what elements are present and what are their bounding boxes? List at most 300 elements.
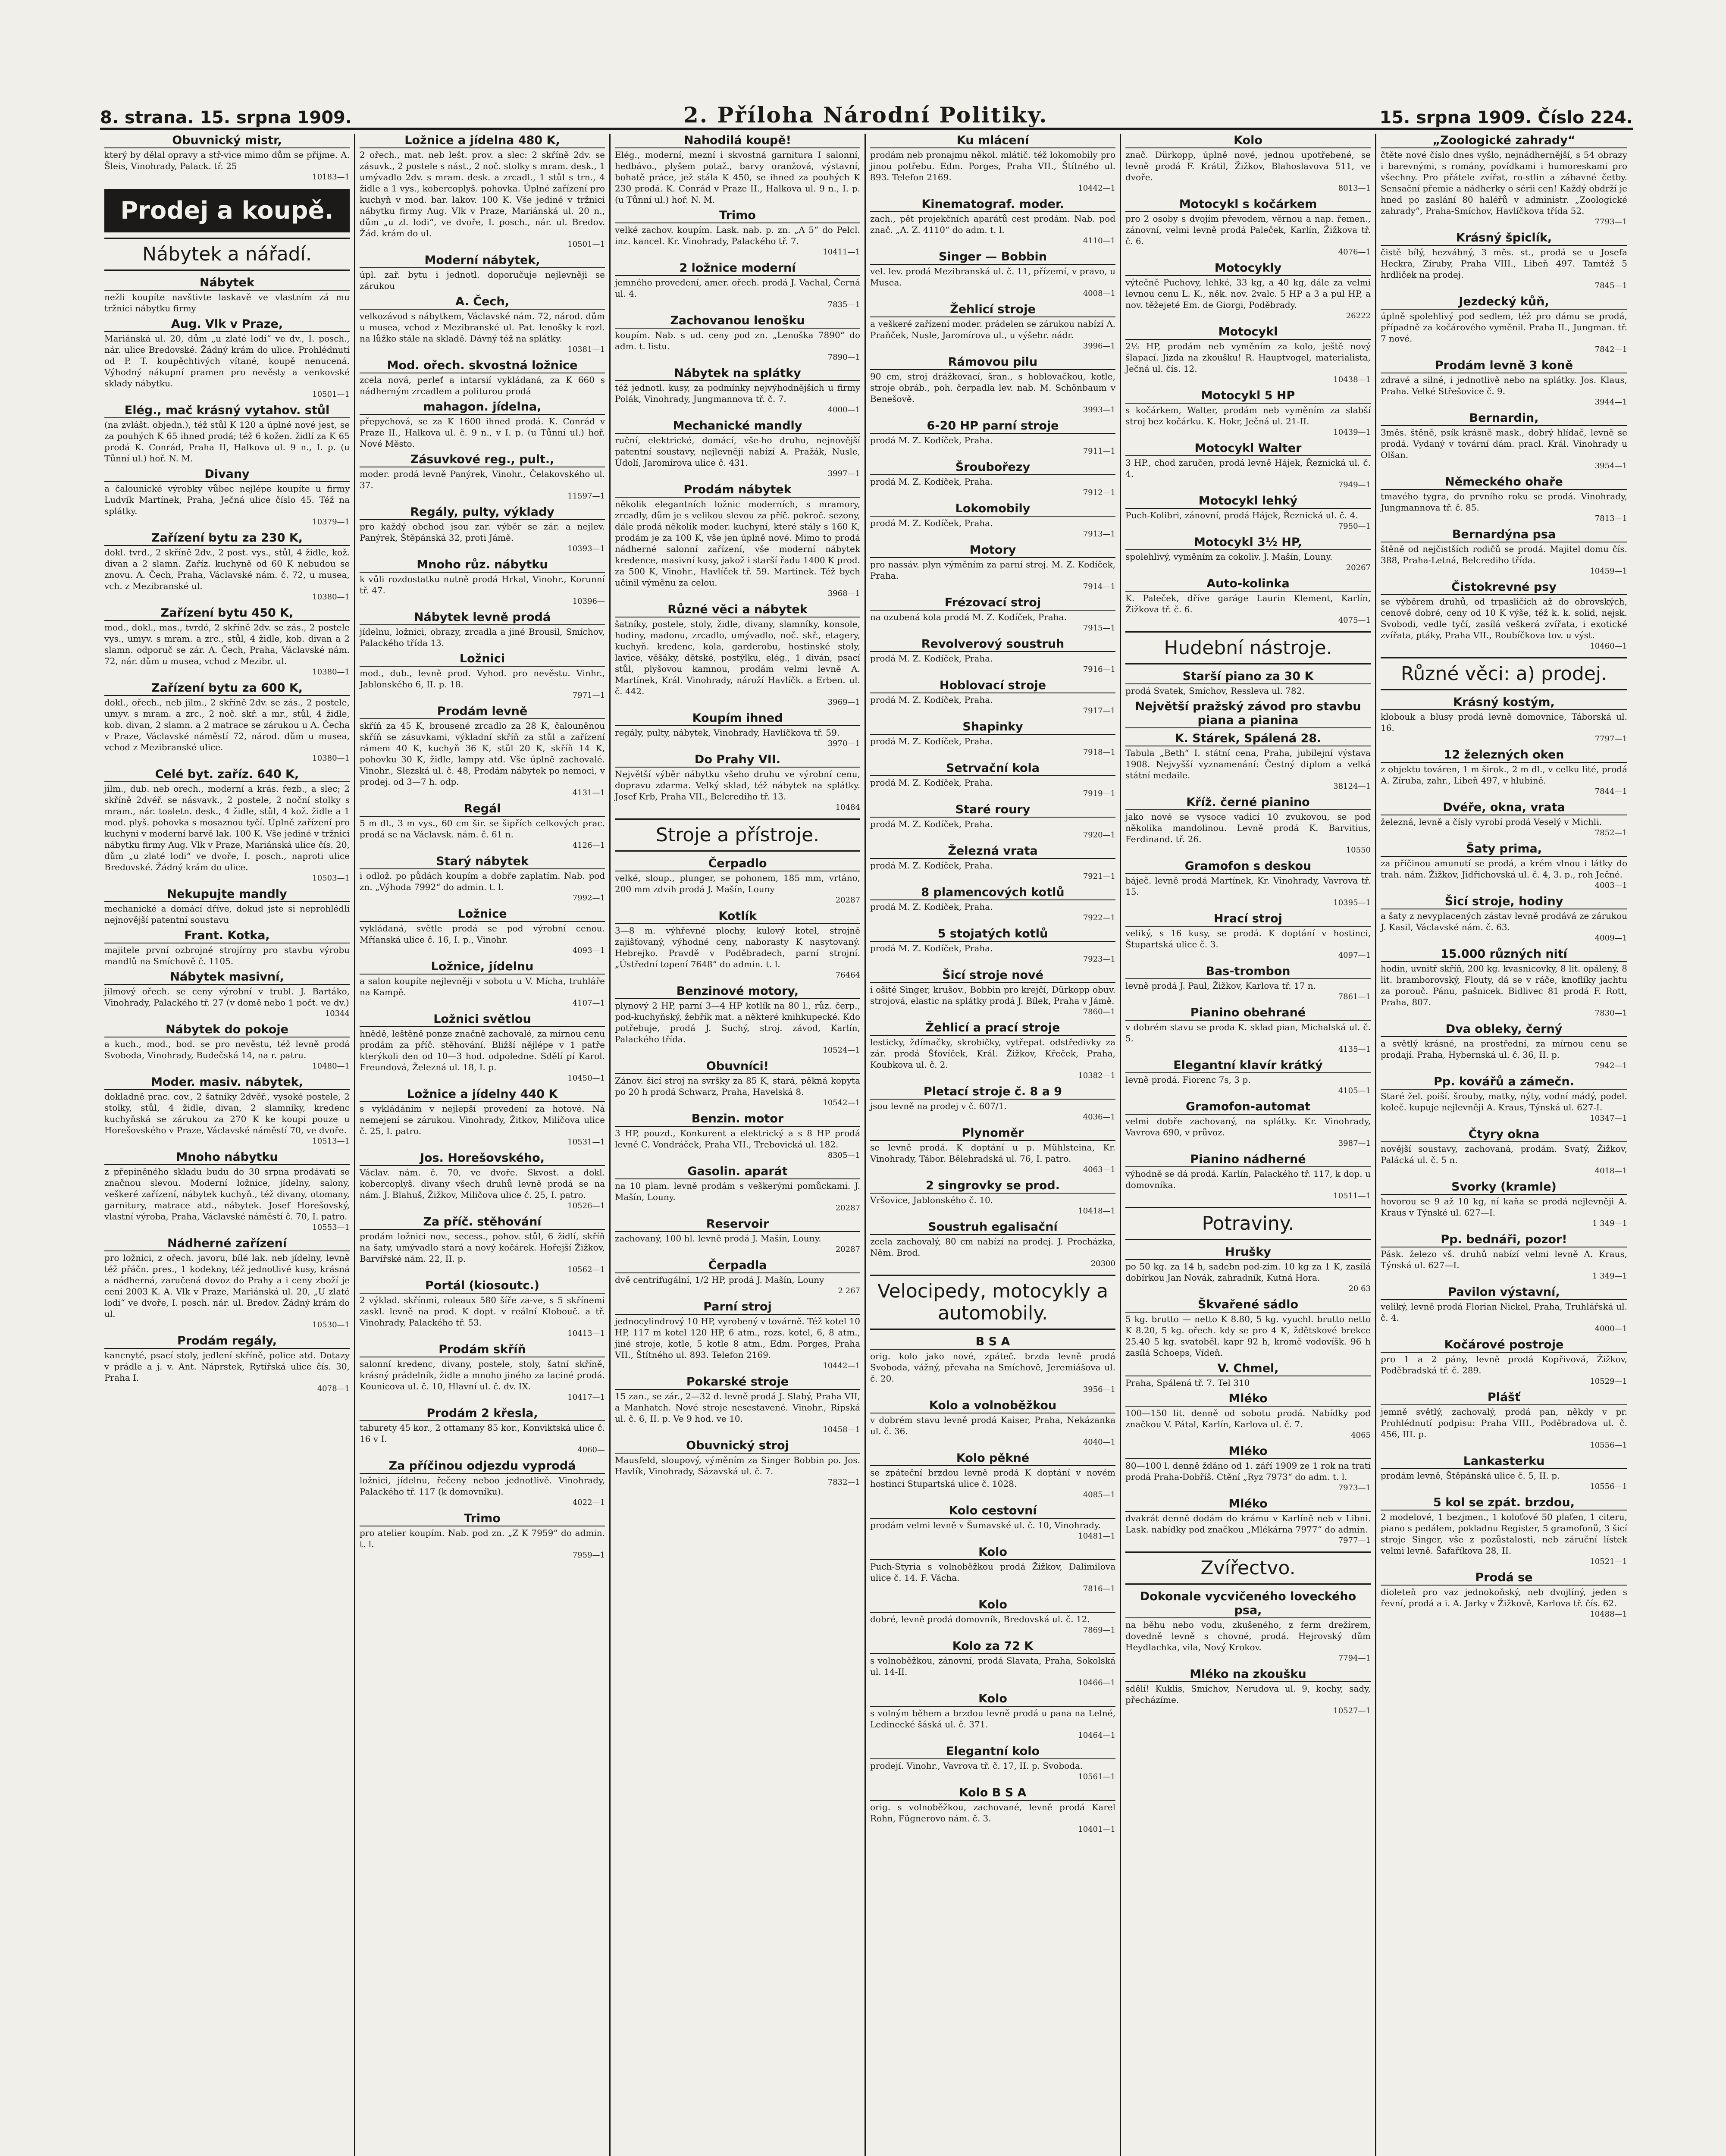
classified-ad bbox=[870, 637, 1115, 675]
ad-heading: Revolverový soustruh bbox=[870, 637, 1115, 652]
ad-body: Vršovice, Jablonského č. 10. bbox=[870, 1195, 993, 1205]
ad-body: vykládaná, světle prodá se pod výrobní cenou. Mříanská ulice č. 16, I. p., Vinohr. bbox=[360, 923, 605, 945]
ad-body: a šaty z nevyplacených zástav levně prodává ze zárukou J. Kasil, Václavské nám. č. 63. bbox=[1381, 911, 1627, 932]
classified-ad bbox=[1381, 895, 1627, 944]
ad-heading: Kolo bbox=[1125, 134, 1371, 148]
ad-code: 7918—1 bbox=[1083, 748, 1115, 757]
ad-heading: Čerpadlo bbox=[615, 857, 860, 871]
ad-code: 4078—1 bbox=[317, 1384, 350, 1393]
ad-code: 20267 bbox=[1346, 563, 1371, 572]
ad-heading: Šicí stroje nové bbox=[870, 968, 1115, 983]
ad-body: Mariánská ul. 20, dům „u zlaté lodi“ ve dv., I. posch., nár. ulice Bredovské. Žádný krám do ulice. Prohlédnutí od P. T. koupěchtivých vítané, koupě nenucená. Výhodný nákupní pramen pro nevěsty a venkovské sklady nábytku. bbox=[104, 333, 350, 389]
classified-ad bbox=[870, 197, 1115, 247]
ad-body: s volnoběžkou, zánovní, prodá Slavata, Praha, Sokolská ul. 14-II. bbox=[870, 1655, 1115, 1677]
ad-code: 10529—1 bbox=[1590, 1377, 1627, 1386]
ad-code: 7912—1 bbox=[1083, 488, 1115, 497]
classified-ad bbox=[360, 611, 605, 649]
ad-heading: Prodám skříň bbox=[360, 1343, 605, 1357]
ad-body: z přepiněného skladu budu do 30 srpna prodávati se značnou slevou. Moderní ložnice, jídelny, salony, veškeré zařízení, nábytek kuchyň., též divany, otomany, garnitury, matrace atd., nábytek. Josef Horešovský, vlastní výroba, Praha, Václavské náměstí č. 70, I. patro. bbox=[104, 1166, 350, 1222]
ad-code: 4009—1 bbox=[1594, 934, 1627, 943]
classified-ad bbox=[870, 1179, 1115, 1217]
ad-body: se levně prodá. K doptání u p. Mühlsteina, Kr. Vinohrady, Tábor. Bělehradská ul. 76, I. patro. bbox=[870, 1142, 1115, 1164]
ad-heading: Benzinové motory, bbox=[615, 984, 860, 999]
ad-body: veliký, levně prodá Florian Nickel, Praha, Truhlářská ul. č. 4. bbox=[1381, 1301, 1627, 1323]
ad-code: 10401—1 bbox=[1078, 1825, 1115, 1834]
ad-body: 3 HP., chod zaručen, prodá levně Hájek, Řeznická ul. č. 4. bbox=[1125, 458, 1371, 479]
classified-ad bbox=[360, 254, 605, 291]
ad-body: v dobrém stavu se proda K. sklad pian, Michalská ul. č. 5. bbox=[1125, 1022, 1371, 1044]
ad-code: 10438—1 bbox=[1333, 375, 1371, 384]
ad-heading: Moderní nábytek, bbox=[360, 254, 605, 268]
ad-code: 7913—1 bbox=[1083, 530, 1115, 539]
ad-code: 20300 bbox=[1090, 1259, 1115, 1268]
ad-body: Největší výběr nábytku všeho druhu ve výrobní cenu, dopravu zdarma. Velký sklad, též nábytek na splátky. Josef Krb, Praha VII., Belcrediho tř. 13. bbox=[615, 769, 860, 802]
ad-body: pro nassáv. plyn výměním za parní stroj. M. Z. Kodíček, Praha. bbox=[870, 559, 1115, 581]
ad-heading: mahagon. jídelna, bbox=[360, 400, 605, 415]
ad-body: přepychová, se za K 1600 ihned prodá. K. Conrád v Praze II., Halkova ul. č. 9 n., v I. p. (u Tůnní ul.) hoř. Nové Město. bbox=[360, 416, 605, 449]
ad-heading: Pp. kovářů a zámečn. bbox=[1381, 1075, 1627, 1090]
ad-code: 76464 bbox=[835, 971, 860, 980]
classified-ad bbox=[1125, 1497, 1371, 1546]
ad-heading: Mléko bbox=[1125, 1445, 1371, 1459]
ad-heading: Celé byt. zaříz. 640 K, bbox=[104, 768, 350, 782]
ad-body: kancnyté, psací stoly, jedlení skříně, police atd. Dotazy v prádle a j. v. Ant. Náprstek, Rytířská ulice čís. 30, Praha I. bbox=[104, 1350, 350, 1383]
section-banner: Prodej a koupě. bbox=[104, 189, 350, 232]
ad-heading: Plášť bbox=[1381, 1391, 1627, 1405]
ad-body: zcela nová, perleť a intarsií vykládaná, za K 660 s nádherným zrcadlem a politurou prodá bbox=[360, 375, 605, 396]
ad-heading: Portál (kiosoutc.) bbox=[360, 1279, 605, 1294]
classified-ad bbox=[1381, 295, 1627, 355]
ad-body: velkozávod s nábytkem, Václavské nám. 72, národ. dům u musea, vchod z Mezibranské ul. Pat. lenošky k rozl. na lůžko stále na skladě. Dávný též na splátky. bbox=[360, 311, 605, 344]
classified-ad bbox=[360, 1279, 605, 1339]
ad-code: 8013—1 bbox=[1338, 184, 1371, 193]
ad-heading: Zásuvkové reg., pult., bbox=[360, 453, 605, 467]
column-2 bbox=[355, 134, 611, 2156]
classified-ad bbox=[1125, 197, 1371, 258]
classified-ad bbox=[360, 359, 605, 397]
classified-ad bbox=[870, 303, 1115, 352]
classified-ad bbox=[1125, 1362, 1371, 1388]
classified-ad bbox=[870, 1335, 1115, 1395]
ad-heading: Jezdecký kůň, bbox=[1381, 295, 1627, 310]
ad-body: čtěte nové číslo dnes vyšlo, nejnádhernější, s 54 obrazy i barevnými, s romány, povídkami i humoreskami pro všechny. Pro přátele zvířat, ro-stlin a zábavné četby. Sensační přemie a nádherky o sérii cen! Každý obdrží je hned po zaslání 80 haléřů v administr. „Zoologické zahrady“, Praha-Smíchov, Havlíčkova třída 52. bbox=[1381, 150, 1627, 216]
ad-heading: Singer — Bobbin bbox=[870, 250, 1115, 265]
ad-heading: Obuvnický mistr, bbox=[104, 134, 350, 148]
ad-code: 10442—1 bbox=[1078, 184, 1115, 193]
classified-ad bbox=[870, 968, 1115, 1018]
classified-ad bbox=[870, 502, 1115, 540]
ad-code: 10183—1 bbox=[312, 172, 350, 182]
classified-ad bbox=[360, 1512, 605, 1561]
ad-heading: Obuvníci! bbox=[615, 1059, 860, 1074]
ad-code: 4003—1 bbox=[1594, 881, 1627, 890]
ad-body: hodin, uvnitř skříň, 200 kg. kvasnicovky, 8 lit. opálený, 8 lit. bramborovský, Flouty, dá se v ráče, knoflíky jachtu za porouč. Pánu, pašnicek. Bidlivec 81 prodá F. Rott, Praha, 807. bbox=[1381, 963, 1627, 1007]
classified-ad bbox=[1125, 1100, 1371, 1149]
ad-heading: Motocykly bbox=[1125, 261, 1371, 276]
ad-heading: Šicí stroje, hodiny bbox=[1381, 895, 1627, 909]
ad-code: 7842—1 bbox=[1594, 345, 1627, 354]
classified-ad bbox=[360, 960, 605, 1009]
ad-code: 10393—1 bbox=[567, 544, 605, 553]
classified-ad bbox=[870, 1504, 1115, 1542]
ad-heading: Kolo bbox=[870, 1598, 1115, 1613]
ad-code: 4131—1 bbox=[572, 788, 605, 797]
ad-body: jídelnu, ložnici, obrazy, zrcadla a jiné Brousil, Smíchov, Palackého třída 13. bbox=[360, 627, 605, 648]
ad-heading: Auto-kolinka bbox=[1125, 577, 1371, 592]
section-heading: Stroje a přístroje. bbox=[615, 818, 860, 852]
classified-ad bbox=[1381, 359, 1627, 408]
ad-body: skříň za 45 K, brousené zrcadlo za 28 K, čalouněnou skříň se zásuvkami, výkladní skříň za stůl a zařízení rámem 40 K, kuchyň 36 K, stůl 20 K, skříň 14 K, pohovku 30 K, židle, lampy atd. Vše úplně zachovalé. Vinohr., Slezská ul. č. 48, Prodám nábytek po nemoci, v prodej. od 3—7 h. odp. bbox=[360, 721, 605, 787]
classified-ad bbox=[870, 886, 1115, 924]
ad-code: 4063—1 bbox=[1083, 1165, 1115, 1174]
ad-heading: Prodám levně 3 koně bbox=[1381, 359, 1627, 373]
ad-code: 7890—1 bbox=[827, 353, 860, 362]
ad-code: 4085—1 bbox=[1083, 1490, 1115, 1499]
column-3 bbox=[611, 134, 866, 2156]
ad-body: ložnici, jídelnu, řečeny neboo jednotlivě. Vinohrady, Palackého tř. 117 (k domovníku). bbox=[360, 1475, 605, 1497]
classified-ad bbox=[360, 453, 605, 502]
ad-heading: Hrací stroj bbox=[1125, 912, 1371, 927]
classified-ad bbox=[870, 543, 1115, 592]
classified-ad bbox=[870, 720, 1115, 758]
classified-ad bbox=[615, 1375, 860, 1435]
ad-heading: Trimo bbox=[360, 1512, 605, 1526]
ad-code: 10480—1 bbox=[312, 1062, 350, 1071]
ad-code: 20287 bbox=[835, 1245, 860, 1254]
classified-ad bbox=[1125, 670, 1371, 696]
classified-ad bbox=[1381, 1128, 1627, 1177]
ad-code: 10550 bbox=[1346, 846, 1371, 855]
ad-heading: Krásný špiclík, bbox=[1381, 231, 1627, 246]
ad-code: 3997—1 bbox=[827, 469, 860, 478]
ad-heading: Lokomobily bbox=[870, 502, 1115, 517]
ad-heading: Nábytek levně prodá bbox=[360, 611, 605, 625]
ad-code: 10556—1 bbox=[1590, 1482, 1627, 1491]
ad-code: 3987—1 bbox=[1338, 1139, 1371, 1148]
ad-body: k vůli rozdostatku nutně prodá Hrkal, Vinohr., Korunní tř. 47. bbox=[360, 574, 605, 595]
ad-body: po 50 kg. za 14 h, sadebn pod-zim. 10 kg za 1 K, zasílá dobírkou Jan Novák, zahradník, Kutná Hora. bbox=[1125, 1261, 1371, 1283]
section-heading: Různé věci: a) prodej. bbox=[1381, 657, 1627, 690]
ad-code: 7971—1 bbox=[572, 691, 605, 700]
ad-code: 10382—1 bbox=[1078, 1071, 1115, 1080]
ad-heading: V. Chmel, bbox=[1125, 1362, 1371, 1376]
ad-body: prodá M. Z. Kodíček, Praha. bbox=[870, 435, 993, 445]
ad-code: 10542—1 bbox=[823, 1098, 860, 1107]
ad-heading: Různé věci a nábytek bbox=[615, 603, 860, 617]
ad-body: jednocylindrový 10 HP, vyrobený v továrně. Též kotel 10 HP, 117 m kotel 120 HP, 6 atm., rozs. kotel, 6, 8 atm., jiné stroje, kotle, 5 kotle 8 atm., Edm. Porges, Praha VII., Štítného ul. 893. Telefon 2169. bbox=[615, 1316, 860, 1360]
classified-ad bbox=[1125, 1059, 1371, 1097]
classified-ad bbox=[1381, 801, 1627, 839]
ad-heading: Staré roury bbox=[870, 803, 1115, 818]
ad-heading: Svorky (kramle) bbox=[1381, 1180, 1627, 1195]
ad-body: klobouk a blusy prodá levně domovnice, Táborská ul. 16. bbox=[1381, 711, 1627, 733]
ad-body: 5 kg. brutto — netto K 8.80, 5 kg. vyuchl. brutto netto K 8.20, 5 kg. ořech. kdy se pro 4 K, ždětskové brekce 25.40 5 kg. svatoběl. kapr 92 h, kromě vodovíšk. 96 h zasílá Schoeps, Vídeň. bbox=[1125, 1314, 1371, 1358]
ad-code: 4060— bbox=[577, 1445, 605, 1454]
ad-code: 7916—1 bbox=[1083, 665, 1115, 674]
ad-code: 10379—1 bbox=[312, 517, 350, 526]
ad-code: 7852—1 bbox=[1594, 828, 1627, 837]
ad-heading: Nábytek masivní, bbox=[104, 970, 350, 985]
ad-code: 10561—1 bbox=[1078, 1772, 1115, 1781]
ad-heading: Frant. Kotka, bbox=[104, 929, 350, 943]
ad-body: salonní kredenc, divany, postele, stoly, šatní skříně, krásný prádelník, židle a mnoho jiného za laciné prodá. Kounicova ul. č. 10, Hlavní ul. č. dv. IX. bbox=[360, 1359, 605, 1391]
ad-code: 7922—1 bbox=[1083, 913, 1115, 922]
classified-ad bbox=[1381, 411, 1627, 472]
ad-body: prodá M. Z. Kodíček, Praha. bbox=[870, 476, 993, 487]
ad-body: veliký, s 16 kusy, se prodá. K doptání v hostinci, Štupartská ulice č. 3. bbox=[1125, 928, 1371, 950]
classified-ad bbox=[615, 1439, 860, 1488]
classified-ad bbox=[870, 355, 1115, 416]
ad-code: 7915—1 bbox=[1083, 624, 1115, 633]
ad-body: který by dělal opravy a stř-vice mimo dům se přijme. A. Šleis, Vinohrady, Palack. tř. 25 bbox=[104, 150, 350, 171]
ad-body: a kuch., mod., bod. se pro nevěstu, též levně prodá Svoboda, Vinohrady, Budečská 14, na r. patru. bbox=[104, 1039, 350, 1060]
ad-body: moder. prodá levně Panýrek, Vinohr., Čelakovského ul. 37. bbox=[360, 469, 605, 490]
classified-ad bbox=[360, 1087, 605, 1148]
ad-code: 4110—1 bbox=[1083, 236, 1115, 245]
ad-body: úplně spolehlivý pod sedlem, též pro dámu se prodá, případně za kočárového vyměnil. Praha II., Jungman. tř. 7 nové. bbox=[1381, 311, 1627, 344]
ad-body: zdravé a silné, i jednotlivě nebo na splátky. Jos. Klaus, Praha. Velké Střešovice č. 9. bbox=[1381, 375, 1627, 396]
ad-code: 10530—1 bbox=[312, 1320, 350, 1329]
ad-heading: Škvařené sádlo bbox=[1125, 1298, 1371, 1313]
ad-code: 7923—1 bbox=[1083, 955, 1115, 964]
ad-body: a světlý krásné, na prostřední, za mírnou cenu se prodají. Praha, Hybernská ul. č. 36, II. p. bbox=[1381, 1038, 1627, 1060]
ad-body: s volným během a brzdou levně prodá u pana na Lelné, Ledinecké šáská ul. č. 371. bbox=[870, 1708, 1115, 1730]
classified-ad bbox=[360, 558, 605, 607]
classified-ad bbox=[1125, 1006, 1371, 1055]
ad-heading: Mléko bbox=[1125, 1392, 1371, 1407]
ad-heading: Ložnice a jídelna 480 K, bbox=[360, 134, 605, 148]
ad-heading: „Zoologické zahrady“ bbox=[1381, 134, 1627, 148]
ad-body: jilmový ořech. se ceny výrobní v trubl. J. Bartáko, Vinohrady, Palackého tř. 27 (v domě nebo 1 počt. ve dv.) bbox=[104, 986, 350, 1008]
ad-body: velmi dobře zachovaný, na splátky. Kr. Vinohrady, Vavrova 690, v průvoz. bbox=[1125, 1116, 1371, 1138]
ad-body: prodá M. Z. Kodíček, Praha. bbox=[870, 819, 993, 829]
ad-body: 3 HP, pouzd., Konkurent a elektrický a s 8 HP prodá levně C. Vondráček, Praha VII., Trebovická ul. 182. bbox=[615, 1128, 860, 1150]
ad-code: 7992—1 bbox=[572, 893, 605, 903]
ad-body: úpl. zař. bytu i jednotl. doporučuje nejlevněji se zárukou bbox=[360, 270, 605, 291]
ad-body: Zánov. šicí stroj na svršky za 85 K, stará, pěkná kopyta po 20 h prodá Schwarz, Praha, Havelská 8. bbox=[615, 1075, 860, 1097]
classified-ad bbox=[1381, 1496, 1627, 1567]
ad-body: železná, levně a čísly vyrobí prodá Veselý v Michli. bbox=[1381, 817, 1602, 827]
ad-code: 7977—1 bbox=[1338, 1536, 1371, 1545]
ad-heading: Čistokrevné psy bbox=[1381, 580, 1627, 595]
classified-ad bbox=[1125, 536, 1371, 573]
ad-code: 10484 bbox=[835, 803, 860, 812]
ad-code: 10459—1 bbox=[1590, 567, 1627, 576]
ad-body: na ozubená kola prodá M. Z. Kodíček, Praha. bbox=[870, 612, 1067, 622]
ad-code: 7942—1 bbox=[1594, 1061, 1627, 1070]
column-5 bbox=[1121, 134, 1376, 2156]
ad-body: dokl. tvrd., 2 skříně 2dv., 2 post. vys., stůl, 4 židle, kož. divan a 2 slamn. Zaříz. kuchyně od 60 K nebudou se znovu. A. Čech, Praha, Václavské nám. č. 72, u musea, vch. z Mezibranské ul. bbox=[104, 547, 350, 591]
ad-heading: Kříž. černé pianino bbox=[1125, 796, 1371, 810]
ad-body: zcela zachovalý, 80 cm nabízí na prodej. J. Procházka, Něm. Brod. bbox=[870, 1236, 1115, 1258]
ad-heading: Kolo bbox=[870, 1692, 1115, 1707]
classified-ad bbox=[1125, 1667, 1371, 1717]
ad-code: 20287 bbox=[835, 1203, 860, 1213]
classified-ad bbox=[615, 134, 860, 205]
ad-heading: Kolo pěkné bbox=[870, 1451, 1115, 1466]
ad-code: 10553—1 bbox=[312, 1223, 350, 1232]
ad-heading: Starý nábytek bbox=[360, 855, 605, 869]
ad-body: prodá M. Z. Kodíček, Praha. bbox=[870, 860, 993, 871]
ad-body: pro 2 osoby s dvojím převodem, věrnou a nap. řemen., zánovní, velmi levně prodá Paleček, Karlín, Žižkova tř. č. 6. bbox=[1125, 213, 1371, 246]
ad-heading: Zařízení bytu za 230 K, bbox=[104, 531, 350, 546]
ad-heading: Motocykl 3½ HP, bbox=[1125, 536, 1371, 550]
ad-body: pro ložnici, z ořech. javoru, bílé lak. neb jídelny, levně též přáčn. pres., 1 kodekny, též jednotlivé kusy, krásná a nádherná, zaručená dovoz do Prahy a i ceny zboží je ceni 2003 K. A. Vlk v Praze, Mariánská ul. 20, „U zlaté lodi“ ve dvoře, I. posch. nár. ul. Bredov. Žádný krám do ul. bbox=[104, 1253, 350, 1319]
ad-heading: Bernardin, bbox=[1381, 411, 1627, 426]
classified-ad bbox=[615, 209, 860, 258]
ad-body: též jednotl. kusy, za podmínky nejvýhodnějších u firmy Polák, Vinohrady, Jungmannova tř. č. 7. bbox=[615, 382, 860, 404]
ad-heading: Čerpadla bbox=[615, 1259, 860, 1273]
ad-heading: Aug. Vlk v Praze, bbox=[104, 317, 350, 332]
classified-ad bbox=[615, 483, 860, 599]
ad-heading: Za příčinou odjezdu vyprodá bbox=[360, 1459, 605, 1474]
ad-heading: Kolo bbox=[870, 1545, 1115, 1560]
ad-heading: Ložnice, jídelnu bbox=[360, 960, 605, 975]
ad-code: 10380—1 bbox=[312, 592, 350, 602]
ad-code: 10521—1 bbox=[1590, 1557, 1627, 1566]
ad-code: 10380—1 bbox=[312, 667, 350, 677]
classified-ad bbox=[1125, 577, 1371, 626]
ad-heading: Kotlík bbox=[615, 909, 860, 924]
classified-ad bbox=[104, 768, 350, 884]
classified-ad bbox=[1381, 1180, 1627, 1229]
ad-body: mod., dub., levně prod. Vyhod. pro nevěstu. Vinhr., Jablonského 6, II. p. 18. bbox=[360, 668, 605, 689]
ad-code: 7914—1 bbox=[1083, 582, 1115, 591]
ad-body: prodejí. Vinohr., Vavrova tř. č. 17, II. p. Svoboda. bbox=[870, 1761, 1083, 1771]
ad-heading: 8 plamencových kotlů bbox=[870, 886, 1115, 900]
ad-code: 7860—1 bbox=[1083, 1007, 1115, 1016]
ad-body: prodám neb pronajmu někol. mlátič. též lokomobily pro jinou potřebu. Edm. Porges, Praha VII., Štítného ul. 893. Telefon 2169. bbox=[870, 150, 1115, 182]
ad-heading: Ložnice bbox=[360, 907, 605, 922]
ad-heading: Nekupujte mandly bbox=[104, 887, 350, 902]
ad-body: prodá M. Z. Kodíček, Praha. bbox=[870, 902, 993, 912]
classified-ad bbox=[1125, 389, 1371, 438]
classified-ad bbox=[615, 367, 860, 416]
classified-ad bbox=[1125, 700, 1371, 728]
ad-code: 10513—1 bbox=[312, 1137, 350, 1146]
ad-body: prodám ložnici nov., secess., pohov. stůl, 6 židlí, skříň na šaty, umývadlo stará a nový kočárek. Hořejší Žižkov, Barvířské nám. 22, II. p. bbox=[360, 1231, 605, 1264]
classified-ad bbox=[1381, 1022, 1627, 1072]
ad-heading: Největší pražský závod pro stavbu piana a pianina bbox=[1125, 700, 1371, 728]
ad-heading: Nábytek bbox=[104, 276, 350, 291]
ad-heading: Kolo cestovní bbox=[870, 1504, 1115, 1519]
ad-code: 7950—1 bbox=[1338, 522, 1371, 531]
ad-body: prodá M. Z. Kodíček, Praha. bbox=[870, 943, 993, 953]
ad-heading: Pavilon výstavní, bbox=[1381, 1285, 1627, 1300]
ad-heading: Gramofon-automat bbox=[1125, 1100, 1371, 1115]
ad-code: 4075—1 bbox=[1338, 616, 1371, 625]
ad-heading: Ložnici světlou bbox=[360, 1012, 605, 1027]
ad-heading: Za příč. stěhování bbox=[360, 1215, 605, 1230]
classified-ad bbox=[1125, 912, 1371, 961]
ad-heading: Zachovanou lenošku bbox=[615, 314, 860, 329]
classified-ad bbox=[1381, 1391, 1627, 1451]
classified-ad bbox=[104, 1075, 350, 1147]
ad-body: Puch-Styria s volnoběžkou prodá Žižkov, Dalimilova ulice č. 14. F. Vácha. bbox=[870, 1561, 1115, 1583]
ad-body: jako nové se vysoce vadicí 10 zvukovou, se pod několika mandolinou. Levně prodá K. Barvitius, Ferdinand. tř. 26. bbox=[1125, 812, 1371, 844]
ad-body: mechanické a domácí dříve, dokud jste si neprohlédli nejnovější patentní soustavu bbox=[104, 903, 350, 925]
ad-heading: Mechanické mandly bbox=[615, 419, 860, 434]
classified-ad bbox=[615, 314, 860, 363]
ad-heading: Německého ohaře bbox=[1381, 475, 1627, 490]
ad-code: 3968—1 bbox=[827, 589, 860, 598]
ad-code: 4000—1 bbox=[827, 405, 860, 414]
ad-body: 2½ HP, prodám neb vyměním za kolo, ještě nový šlapací. Jizda na zkoušku! R. Hauptvogel, materialista, Ječná ul. čís. 12. bbox=[1125, 341, 1371, 374]
ad-code: 38124—1 bbox=[1333, 782, 1371, 791]
ad-body: velké zachov. koupím. Lask. nab. p. zn. „A 5“ do Pelcl. inz. kancel. Kr. Vinohrady, Palackého tř. 7. bbox=[615, 225, 860, 246]
ad-body: a čalounické výrobky vůbec nejlépe koupíte u firmy Ludvík Martínek, Praha, Ječná ulice číslo 45. Též na splátky. bbox=[104, 483, 350, 516]
ad-body: pro každý obchod jsou zar. výběr se zár. a nejlev. Panýrek, Štěpánská 32, proti Jámě. bbox=[360, 521, 605, 543]
ad-body: i ošité Singer, krušov., Bobbin pro krejčí, Dürkopp obuv. strojová, elastic na splátky prodá J. Bílek, Praha v Jámě. bbox=[870, 984, 1115, 1006]
ad-code: 1 349—1 bbox=[1592, 1272, 1627, 1281]
classified-ad bbox=[104, 276, 350, 314]
header-date-left: 8. strana. 15. srpna 1909. bbox=[100, 108, 352, 128]
ad-code: 10347—1 bbox=[1590, 1114, 1627, 1123]
classified-ad bbox=[360, 505, 605, 555]
ad-heading: 6-20 HP parní stroje bbox=[870, 419, 1115, 434]
ad-code: 10501—1 bbox=[567, 240, 605, 249]
ad-body: 2 modelové, 1 bezjmen., 1 koloťové 50 plaťen, 1 citeru, piano s pedálem, pokladnu Register, 5 gramofonů, 3 šicí stroje Singer, vše z pozůstalosti, neb záruční lístek velmi levně. Šafaříkova 28, II. bbox=[1381, 1512, 1627, 1556]
classified-ad bbox=[870, 1021, 1115, 1081]
ad-code: 20 63 bbox=[1348, 1284, 1371, 1293]
ad-body: prodám velmi levně v Šumavské ul. č. 10, Vinohrady. bbox=[870, 1520, 1101, 1530]
classified-ad bbox=[104, 531, 350, 603]
ad-code: 7911—1 bbox=[1083, 447, 1115, 456]
ad-code: 7920—1 bbox=[1083, 830, 1115, 840]
ad-body: dioleteň pro vaz jednokoňský, neb dvojlíný, jeden s řevní, prodá a i. A. Jarky v Žižkově, Karlova tř. čís. 62. bbox=[1381, 1587, 1627, 1608]
classified-ad bbox=[104, 1334, 350, 1395]
ad-heading: Mléko bbox=[1125, 1497, 1371, 1512]
ad-heading: Motocykl 5 HP bbox=[1125, 389, 1371, 404]
classified-ad bbox=[615, 419, 860, 479]
header-date-right: 15. srpna 1909. Číslo 224. bbox=[1379, 108, 1633, 128]
ad-heading: Prodám levně bbox=[360, 705, 605, 719]
ad-code: 10511—1 bbox=[1333, 1191, 1371, 1200]
classified-ad bbox=[360, 400, 605, 449]
masthead bbox=[100, 97, 1633, 130]
ad-body: majitele první ozbrojné strojírny pro stavbu výrobu mandlů na Smíchově č. 1105. bbox=[104, 945, 350, 966]
classified-ad bbox=[615, 1300, 860, 1372]
classified-ad bbox=[360, 855, 605, 904]
classified-ad bbox=[104, 681, 350, 764]
classified-ad bbox=[1125, 1590, 1371, 1664]
ad-body: prodá M. Z. Kodíček, Praha. bbox=[870, 518, 993, 528]
ad-code: 20287 bbox=[835, 896, 860, 905]
ad-heading: Motocykl lehký bbox=[1125, 494, 1371, 509]
ad-heading: Krásný kostým, bbox=[1381, 696, 1627, 710]
ad-code: 10395—1 bbox=[1333, 898, 1371, 907]
ad-heading: Prodám 2 křesla, bbox=[360, 1407, 605, 1421]
ad-body: z objektu továren, 1 m širok., 2 m dl., v celku lité, prodá A. Zíruba, zahr., Libeň 497, v hlubině. bbox=[1381, 764, 1627, 786]
ad-body: Tabula „Beth“ I. státní cena, Praha, jubilejní výstava 1908. Nejvyšší vyznamenání: Čestný diplom a velká státní medaile. bbox=[1125, 748, 1371, 780]
classified-ad bbox=[360, 1012, 605, 1084]
ad-body: 5 m dl., 3 m vys., 60 cm šir. se šipřích celkových prac. prodá se na Václavsk. nám. č. 61 n. bbox=[360, 818, 605, 840]
ad-heading: K. Stárek, Spálená 28. bbox=[1125, 732, 1371, 746]
ad-body: pro atelier koupím. Nab. pod zn. „Z K 7959“ do admin. t. l. bbox=[360, 1528, 605, 1549]
ad-code: 4097—1 bbox=[1338, 951, 1371, 960]
ad-body: 3—8 m. výhřevné plochy, kulový kotel, strojně zajišťovaný, výhodné ceny, naborasty K nasytovaný. Hebrejko. Pravdě v Poděbradech, parní strojní. „Ústřední topení 7648“ do admin. t. l. bbox=[615, 925, 860, 969]
ad-heading: Zařízení bytu za 600 K, bbox=[104, 681, 350, 696]
ad-heading: Do Prahy VII. bbox=[615, 753, 860, 768]
classified-ad bbox=[870, 803, 1115, 841]
classified-ad bbox=[870, 1126, 1115, 1175]
ad-body: hovorou se 9 až 10 kg, ní kaňa se prodá nejlevněji A. Kraus v Týnské ul. 627—I. bbox=[1381, 1196, 1627, 1218]
classified-ad bbox=[1381, 947, 1627, 1019]
ad-body: dvě centrifugální, 1/2 HP, prodá J. Mašín, Louny bbox=[615, 1275, 824, 1285]
ad-heading: Jos. Horešovského, bbox=[360, 1151, 605, 1166]
ad-body: jemného provedení, amer. ořech. prodá J. Vachal, Černá ul. 4. bbox=[615, 277, 860, 299]
ad-code: 7845—1 bbox=[1594, 281, 1627, 290]
